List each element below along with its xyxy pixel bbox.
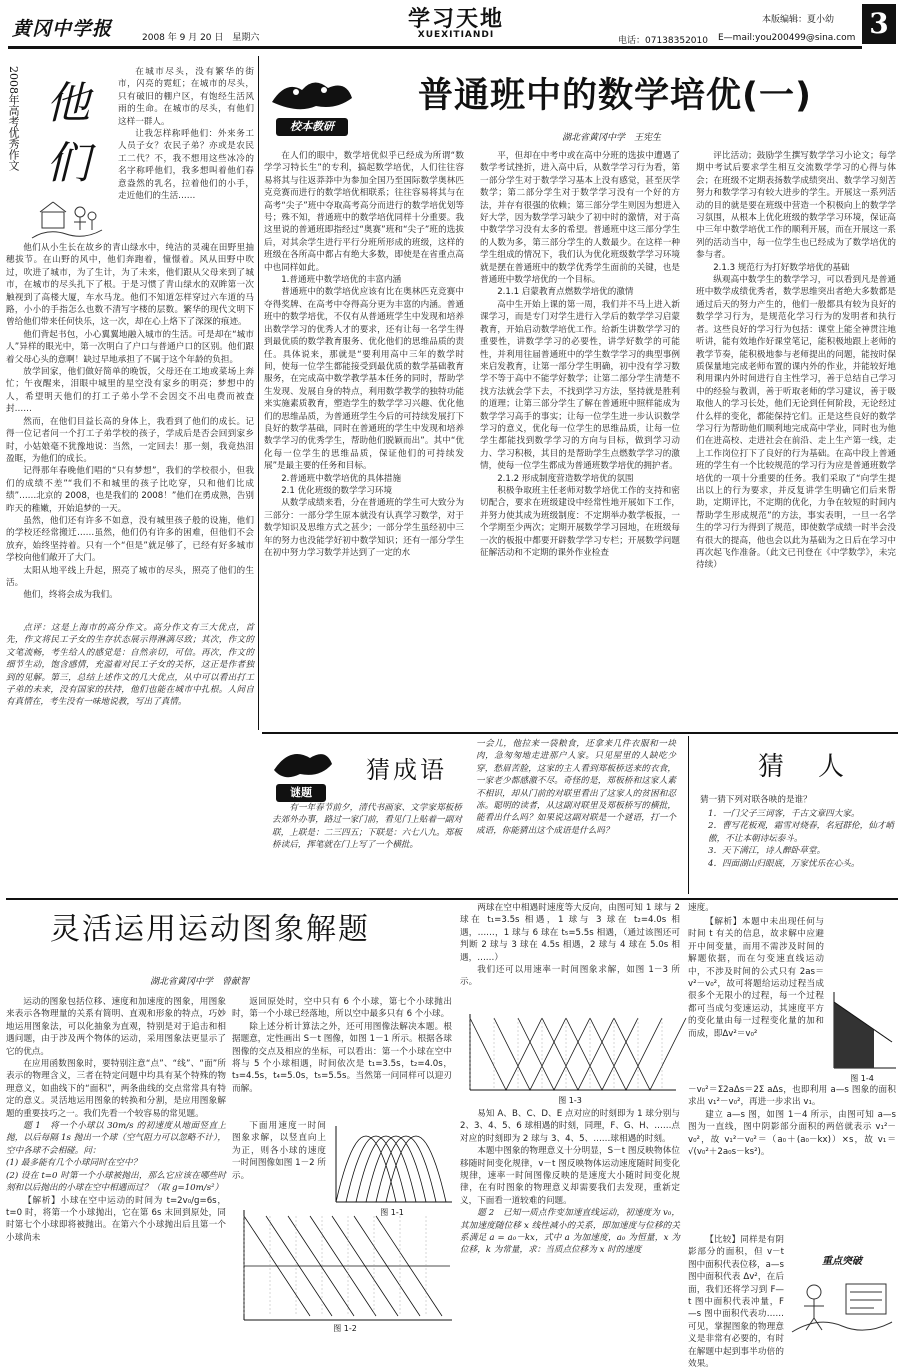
article-paragraph: 纵观高中数学生的数学学习，可以看到凡是普通班中数学成绩优秀者，数学思维突出者绝大多数都是通过后天的努力产生的，他们一般都具有较为良好的数学学习行为，是规范化学习行为的发明者和执行者。这些良好的学习行为包括：课堂上能全神贯注地听讲，能有效地作好课堂笔记，能积极地跟上老师的教学节奏，能积极地参与老师提出的问题，能按时保质保量地完成老师布置的课内外的作业，并能较好地利用课内外时间进行自主性学习，善于总结自己学习中的经验与教训，善于听取老师的学习建议，善于吸取他人的学习长处，他们无论到任何阶段，无论经过什么样的变化，都能保持它们。正是这些良好的数学学习行为帮助他们顺利地完成高中学业，同时也为他们在进高校、走进社会在前沿、走上生产第一线，走上工作岗位打下了良好的行为基础。在高中段上普通班的学生有一个比较规范的学习行为应是普通班数学培优的一项十分重要的任务。我们采取了“向学生提出以上的行为要求，并反复讲学生明确它们后来帮助，定期评比，不定期的优化，力争在较短的时间内帮助学生形成规范”的方法，事实表明，一旦一名学生的学习行为得到了规范，即使数学成绩一时半会没有很大的提高，他也会以此为基础为之日后在学习中再次起飞作准备。（此文已刊登在《中学数学》，未完待续）: [696, 275, 896, 571]
article2-col2-mid: [232, 1120, 326, 1204]
figure-curve: [470, 1018, 542, 1090]
article1-author: 湖北省黄冈中学 王宪生: [562, 133, 662, 143]
poem-illustration: [28, 190, 106, 242]
figure-1-3: [462, 1012, 678, 1106]
riddle-mid-body: 一会儿，他拉来一袋粮食，还拿来几件衣服和一块肉，急匆匆地走进那户人家。只见屋里的人缺吃少穿，愁眉苦脸，这家的主人看到郑板桥送来的衣食，一家老少都感激不尽。奇怪的是，郑板桥和这家人素不相识，却从门前的对联里看出了这家人的贫困和忍冻。聪明的读者，从这副对联里及郑板桥写的横批，能看出什么吗？如果说这副对联是一个谜语，打一个成语，你能猜出这个成语是什么吗？: [476, 739, 676, 836]
article-paragraph: 在应用函数图象时，要特别注意“点”、“线”、“面”所表示的物理含义，三者在特定问题中均具有某个特殊的物理意义，如曲线下的“面积”，两条曲线的交点常常具有特定的意义。灵活地运用图象的转换和分割，是应用图象解题的重要技巧之一。我们先看一个较容易的常见题。: [6, 1059, 226, 1119]
section-rule-1: [262, 732, 898, 734]
article-paragraph: 积极争取班主任老师对数学培优工作的支持和密切配合，要求在班级建设中经常性地开展如下工作，并努力使其成为班级制度：不定期举办数学板报，一个学期至少两次；定期开展数学学习园地，在班级每一次的板报中都要开辟数学学习专栏；开展数学问题征解活动和不定期的课外作业检查: [480, 485, 680, 558]
section-pinyin: XUEXITIANDI: [417, 30, 495, 40]
figure-curve: [614, 1018, 686, 1090]
issue-date: 2008 年 9 月 20 日 星期六: [142, 33, 260, 43]
figure-curve: [494, 1018, 566, 1090]
article1-title: 普通班中的数学培优(一): [418, 76, 812, 116]
figure-curve: [518, 1018, 590, 1090]
riddle-item: 2．曹写花板观，霜雪对烧春，名冠群伦，仙才峭傲，不让本朝诗坛泰斗。: [708, 821, 894, 844]
poem-paragraph: 虽然，他们还有许多不如意，没有城里孩子般的设施，他们的学校还经常搬迁……虽然，他们仍有许多的困难，但他们不会放弃，始终坚持着。只有一个“但是”就足够了，已经有好多城市学校向他们敞开了大门。: [6, 515, 254, 564]
riddle-right-intro: 猜一猜下列对联各映的是谁？: [700, 795, 812, 805]
editor-credit: 本版编辑：夏小幼: [762, 15, 835, 25]
figure-curve: [590, 1018, 662, 1090]
figure-caption: 图 1-4: [850, 1074, 874, 1083]
riddle-right-title: 猜 人: [758, 752, 849, 782]
contact-email: E—mail:you200499@sina.com: [718, 33, 856, 43]
article2-col4-mid: [688, 916, 824, 1082]
article-paragraph: 返回原处时，空中只有 6 个小球，第七个小球抛出时，第一个小球已经落地，所以空中最多只有 6 个小球。: [232, 997, 452, 1020]
article2-col3-bottom: [460, 1108, 680, 1336]
problem-question: (2) 设在 t=0 时第一个小球被抛出，那么它应该在哪些时刻和以后抛出的小球在空中相遇而过？（取 g=10m/s²）: [6, 1170, 226, 1194]
article-paragraph: 下面用速度一时间图象求解，以竖直向上为正，则各小球的速度一时间图像如图 1－2 所示。: [232, 1121, 326, 1181]
stamp-illustration: [788, 1252, 896, 1336]
figure-curve: [356, 1136, 416, 1202]
article-paragraph: 在人们的眼中，数学培优似乎已经成为所谓“数学学习特长生”的专利，搞起数学培优，人们往往容易将其与往返莽莽中为参加全国乃至国际数学奥林匹克竞赛而进行的数学培优相联系；往往容易将其与在高考“尖子”班中夺取高考高分而进行的数学培优划等号；殊不知，普通班中的数学培优同样十分重要。我这里说的普通班即指经过“奥赛”班和“尖子”班的选拔后，对其余学生进行平行分班所形成的班级，这样的班级在各所高中都占有绝大多数，即使是在省重点高中也同样如此。: [264, 151, 464, 273]
comparison-paragraph: 【比较】同样是有阴影部分的面积，但 v－t 图中面积代表位移，a—s 图中面积代表 Δv²，在后面，我们还将学习到 F—t 图中面积代表冲量，F—s 图中面积代表功……可见，掌握图象的物理意义是非常有必要的，有时在解题中起到事半功倍的效果。: [688, 1235, 784, 1370]
figure-1-4: [826, 990, 898, 1084]
article2-col4-final: [688, 1234, 784, 1370]
problem-question: (1) 最多能有几个小球同时在空中？: [6, 1158, 142, 1169]
figure-curve: [336, 1136, 396, 1202]
solution-paragraph: 【解析】小球在空中运动的时间为 t=2v₀/g=6s，t=0 时，将第一个小球抛出，它在第 6s 末回到原处，同时第七个小球即将被抛出。在第六个小球抛出后且第一个小球尚未: [6, 1195, 226, 1243]
article-paragraph: －v₀²＝Σ2aΔs＝2Σ aΔs，也即利用 a—s 图象的面积求出 v₁²－v₀²，再进一步求出 v₁。: [688, 1085, 896, 1108]
riddle-item: 3．天下满江，诗人醉卧草堂。: [708, 846, 826, 857]
article-paragraph: 建立 a—s 图，如图 1－4 所示，由图可知 a—s 图为一直线，图中阴影部分面积的两倍就表示 v₁²－v₀²，故 v₁²－v₀²＝（a₀＋(a₀－kx)）×s，故 v₁＝√(v₀²＋2a₀s－ks²)。: [688, 1109, 896, 1158]
poem-comment: 点评：这是上海市的高分作文。高分作文有三大优点，首先，作文将民工子女的生存状态展示得淋漓尽致；其次，作文的文笔流畅，考生给人的感觉是：自然亲切，可信。再次，作文的细节生动，饱含感情，充溢着对民工子女的关怀，这正是作者独到的见解。第三，总结上述作文的几大优点，从中可以看出打工子弟的未来，没有国家的扶持，他们也能在城市中扎根。人间自有真情在，考生没有一味地说教，写出了真情。: [6, 623, 254, 708]
figure-curve: [366, 1136, 426, 1202]
poem-paragraph: 他们从小生长在故乡的青山绿水中，纯洁的灵魂在田野里抽穗拔节。在山野的风中，他们奔跑着，憧憬着。风从田野中吹过，吹进了城市，为了生计，为了未来，他们跟从父母来到了城市，在城市的尽头扎下了根。于是习惯了青山绿水的双眸第一次触视到了高楼大厦，车水马龙。他们不知道怎样穿过六车道的马路，小小的手指怎么也数不清写字楼的层数。繁华的现代文明下曾给他们带来任何快乐，这一次，却在心上烙下了深深的痕迹。: [6, 243, 254, 328]
article-paragraph: 运动的图象包括位移、速度和加速度的图象，用图象来表示各物理量的关系有简明、直观和形象的特点，巧妙地运用图象法，可以化抽象为直观，特别是对于追击和相遇问题，由于涉及两个物体的运动，采用图象法更显示了它的优点。: [6, 997, 226, 1057]
poem-paragraph: 太阳从地平线上升起，照亮了城市的尽头，照亮了他们的生活。: [6, 565, 254, 588]
figure-shaded-area: [834, 1002, 874, 1068]
riddle-left-title: 猜成语: [366, 756, 447, 784]
poem-body-top: [118, 66, 254, 242]
figure-1-1-graph: [330, 1124, 454, 1208]
figure-caption: 图 1-1: [380, 1208, 404, 1217]
riddle-section: [262, 736, 898, 896]
article-subheading: 2.1.2 形成制度营造数学培优的氛围: [497, 473, 634, 484]
figure-1-2-graph: [236, 1208, 454, 1324]
riddle-divider: [688, 736, 689, 894]
figure-caption: 图 1-2: [333, 1324, 357, 1333]
solution-paragraph: 【解析】本题中未出现任何与时间 t 有关的信息，故求解中应避开中间变量，而用不需涉及时间的解题依据，而在匀变速直线运动中，不涉及时间的公式只有 2as＝v²－v₀²，故可将题给运动过程当成很多个无限小的过程，每一个过程都可当成匀变速运动，其速度平方的变化量由每一过程变化量的加和而成，即Δv²＝v₀²: [688, 917, 824, 1039]
vertical-label: 2008年高考优秀作文: [7, 66, 20, 171]
article2-col2-top: [232, 996, 452, 1132]
poem-paragraph: 记得那年春晚他们唱的“只有梦想”，我们的学校很小，但我们的成绩不差”“我们不和城里的孩子比吃穿，只和他们比成绩”……北京的 2008，也是我们的 2008！”他们在勇成熟，告别昨天的稚嫩，开始追梦的一天。: [6, 466, 254, 514]
article-subheading: 2.1.3 规范行为打好数学培优的基础: [713, 262, 850, 273]
problem-statement: 题 2 已知一质点作变加速直线运动，初速度为 v₀，其加速度随位移 x 线性减小的关系，即加速度与位移的关系满足 a = a₀－kx，式中 a 为加速度，a₀ 为恒量，x 为位移，k 为常量，求：当质点位移为 x 时的速度: [460, 1208, 680, 1256]
section-title: 学习天地: [408, 6, 505, 32]
contact-phone: 电话：07138352010: [618, 36, 708, 46]
figure-curve: [386, 1136, 446, 1202]
article1-col1: [264, 150, 464, 728]
page-number: 3: [869, 7, 889, 40]
article-paragraph: 我们还可以用速率一时间图象求解，如图 1－3 所示。: [460, 965, 680, 988]
section-rule-2: [6, 898, 898, 900]
riddle-left-body: 有一年春节前夕，清代书画家、文学家郑板桥去郊外办事，路过一家门前，看见门上贴着一副对联，上联是：二三四五；下联是：六七八九。郑板桥读后，挥笔就在门上写了一个横批。: [272, 803, 462, 851]
poem-paragraph: 他们背起书包，小心翼翼地融入城市的生活。可是却在“城市人”异样的眼光中，第一次明白了户口与普通户口的区别。他们跟着父母心头的意啊！缺过早地承担了不属于这个年龄的负担。: [6, 329, 254, 365]
article-subheading: 2.普通班中数学培优的具体措施: [281, 473, 402, 484]
riddle-item: 4．四面湖山归眼底，万家忧乐在心头。: [708, 858, 860, 869]
poem-paragraph: 然而，在他们目益长高的身体上，我看到了他们的成长。记得一位记者问一个打工子弟学校的孩子，学成后是否会回到家乡时，小姑娘毫不犹豫地说：当然，一定回去！那一刻，我竟热泪盈眶，为他们的成长。: [6, 416, 254, 464]
poem-title-char2: 们: [46, 138, 90, 189]
figure-curve: [376, 1136, 436, 1202]
column-badge-label: 校本教研: [290, 120, 334, 133]
article2-author: 湖北省黄冈中学 曾献智: [150, 977, 250, 987]
figure-1-4-graph: [826, 990, 898, 1074]
riddle-badge-label: 谜题: [290, 786, 312, 799]
article-paragraph: 普通班中的数学培优应该有比在奥林匹克竞赛中夺得奖牌、在高考中夺得高分更为丰富的内涵。普通班中的数学培优，不仅有从普通班学生中发现和培养出数学学习的优秀人才的要求，还有让每一名学生得到最优质的数学教育服务、优化他们的思维品质的责任。具体说来，那就是“要利用高中三年的数学时间，使每一位学生都能接受到最优质的数学基础教育服务，在完成高中数学教学基本任务的同时，帮助学生发现、发展自身的特点，利用数学教学的独特功能来实施素质教育，塑造学生的数学学习兴趣、优化他们的思维品质，为普通班学生今后的可持续发展打下良好的数学基础，同时在普通班的学生中发现和培养数学学习的优秀学生，帮助他们脱颖而出”。其中“优化每一位学生的思维品质，保证他们的可持续发展”是最主要的任务和目标。: [264, 287, 464, 472]
article-paragraph: 本题中图象的物理意义十分明显，S－t 图反映物体位移随时间变化规律，v－t 图反映物体运动速度随时间变化规律，速率一时间图像反映的是速度大小随时间变化规律，在有时图象的物理意义却需要我们去发现，重新定义，下面看一道较难的问题。: [460, 1146, 680, 1206]
poem-paragraph: 在城市尽头，没有繁华的街市，闪亮的霓虹；在城市的尽头，只有破旧的棚户区，有饱经生活风雨的生命。在城市的尽头，有他们这样一群人。: [118, 67, 254, 127]
article-paragraph: 从数学成绩来看，分在普通班的学生可大致分为三部分：一部分学生原本就没有认真学习数学，对于数学知识及思维方式之甚少；一部分学生虽经初中三年的努力也没能学好初中数学知识；还有一部分学生在初中努力学习数学并达到了一定的水: [264, 498, 464, 558]
poem-paragraph: 放学回家，他们做好简单的晚饭，父母还在工地或菜场上奔忙；午夜醒来，泪眼中城里的星空没有家乡的明亮；梦想中的人，希望明天他们的打工子弟小学不会因交不出电费而被查封……: [6, 367, 254, 415]
article-paragraph: 评比活动；鼓励学生撰写数学学习小论文；每学期中考试后要求学生相互交流数学学习的心得与体会；在班级不定期表扬数学成绩突出、数学学习刻苦努力和数学学习有较大进步的学生。开展这一系列活动的目的就是要在班级中营造一个积极向上的数学学习氛围，从根本上优化班级的数学学习环境，保证高中三年中数学培优工作的顺利开展，而在开展这一系列的活动当中，每一位学生也已经成为了数学培优的参与者。: [696, 151, 896, 261]
article1-col3: [696, 150, 896, 728]
article-subheading: 1.普通班中数学培优的丰富内涵: [281, 275, 402, 286]
article-paragraph: 除上述分析计算法之外，还可用图像法解决本题。根据题意，定性画出 S－t 图像，如图 1－1 所示。根据各球图像的交点及相应的坐标，可以看出：第一个小球在空中将与 5 个小球相遇，时间依次是 t₁=3.5s，t₂=4.0s，t₃=4.5s，t₄=5.0s，t₅=5.5s。当然第一问同样可以迎刃而解。: [232, 1021, 452, 1094]
article2-col1: [6, 996, 226, 1336]
figure-1-3-graph: [462, 1012, 678, 1096]
figure-1-1: [330, 1124, 454, 1218]
problem-statement: 题 1 将一个小球以 30m/s 的初速度从地面竖直上抛，以后每隔 1s 抛出一个球（空气阻力可以忽略不计），空中各球不会相碰。问：: [6, 1121, 226, 1156]
article2-col3-top: [460, 902, 680, 1012]
poem-paragraph: 让我怎样称呼他们：外来务工人员子女？农民子弟？亦或是农民工二代？不，我不想用这些冰冷的名字称呼他们，我多想叫着他们春意盎然的乳名，拉着他们的小手，走近他们的生活……: [118, 129, 254, 202]
masthead-rule: [8, 46, 862, 49]
poem-section: [6, 62, 254, 730]
article1-badge: [266, 72, 358, 142]
paper-name: 黄冈中学报: [12, 18, 113, 40]
riddle-item: 1．一门父子三词客，千古文章四大家。: [708, 809, 860, 819]
masthead: [0, 0, 902, 48]
riddle-right-list: [708, 808, 894, 894]
stamp-label: 重点突破: [822, 1256, 862, 1267]
poem-divider: [258, 56, 259, 730]
page-number-box: [862, 4, 896, 44]
riddle-badge: [266, 744, 338, 806]
poem-title-char1: 他: [46, 78, 90, 129]
figure-curve: [346, 1136, 406, 1202]
article2-title: 灵活运用运动图象解题: [50, 912, 370, 947]
poem-paragraph: 他们，终将会成为我们。: [23, 590, 118, 601]
article-paragraph: 速度。: [688, 903, 714, 913]
article-subheading: 2.1.1 启蒙教育点燃数学培优的激情: [497, 287, 634, 298]
figure-caption: 图 1-3: [558, 1096, 582, 1105]
figure-curve: [542, 1018, 614, 1090]
article2-col4-bottom: [688, 1084, 896, 1234]
poem-body-main: [6, 242, 254, 618]
figure-1-2: [236, 1208, 454, 1336]
article-paragraph: 高中生开始上课的第一周，我们并不马上进入新课学习，而是专门对学生进行入学后的数学学习启蒙教育，开始启动数学培优工作。给新生讲数学学习的重要性，讲数学学习的必要性，讲学好数学的可能性，并利用往届普通班中的学生数学学习的典型事例来启发教育，让第一部分学生明确，初中没有学习数学不等于高中不能学好数学；让第二部分学生清楚不找方法就会学下去，不找到学习方法，坚持就是胜利的道理；让第三部分学生了解在普通班中照样能成为数学学习高手的事实；让每一位学生进一步认识数学学习的意义，优化每一位学生的思维品质，让每一位学生都能找到数学学习的方向与目标，做到学习动力、学习积极，其目的是帮助学生点燃数学学习的激情，使每一位学生都成为普通班数学培优的拥护者。: [480, 299, 680, 472]
article-paragraph: 两球在空中相遇时速度等大反向，由图可知 1 球与 2 球在 t₁=3.5s 相遇，1 球与 3 球在 t₂=4.0s 相遇，……，1 球与 6 球在 t₅=5.5s 相遇，（通过该图还可判断 2 球与 3 球在 4.5s 相遇，2 球与 4 球在 5.0s 相遇，……）: [460, 903, 680, 963]
article-subheading: 2.1 优化班级的数学学习环境: [281, 485, 393, 496]
article1-col2: [480, 150, 680, 728]
figure-curve: [566, 1018, 638, 1090]
article-paragraph: 平，但却在中考中或在高中分班的选拔中遭遇了数学考试挫折，进入高中后，从数学学习行为看，第一部分学生对于数学学习基本上没有感觉，甚至厌学数学；第二部分学生对于数学学习没有一个好的方法，并存有很强的依赖；第三部分学生则因为想进入好大学，因为数学学习缺少了初中时的激情，对于高中数学学习没有太多的希望。普通班中这三部分学生的人数为多，第三部分学生的人数最少。在这样一种学生组成的情况下，我们认为优化班级数学学习环境就是摆在普通班中的数学优秀学生面前的关键，也是普通班中数学培优的一个目标。: [480, 151, 680, 286]
article-paragraph: 易知 A、B、C、D、E 点对应的时刻即为 1 球分别与 2、3、4、5、6 球相遇的时刻，同理，F、G、H、……点对应的时刻即为 2 球与 3、4、5、……球相遇的时刻。: [460, 1109, 681, 1144]
